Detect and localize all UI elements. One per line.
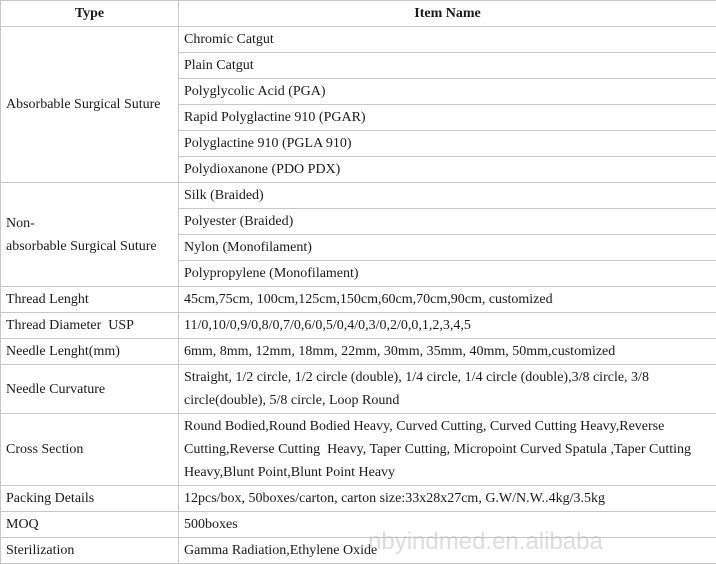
header-item-name: Item Name xyxy=(179,1,716,27)
needle-length-label: Needle Lenght(mm) xyxy=(1,339,179,365)
packing-label: Packing Details xyxy=(1,486,179,512)
watermark: nbyindmed.en.alibaba xyxy=(368,528,603,555)
table-row xyxy=(1,414,716,486)
packing-value: 12pcs/box, 50boxes/carton, carton size:33x28x27cm, G.W/N.W..4kg/3.5kg xyxy=(179,486,716,512)
absorbable-item: Polyglycolic Acid (PGA) xyxy=(179,79,716,105)
needle-curvature-label: Needle Curvature xyxy=(1,365,179,414)
table-row xyxy=(1,287,716,313)
table-row xyxy=(1,365,716,414)
cross-section-label: Cross Section xyxy=(1,414,179,486)
absorbable-item: Rapid Polyglactine 910 (PGAR) xyxy=(179,105,716,131)
sterilization-label: Sterilization xyxy=(1,538,179,564)
absorbable-item: Plain Catgut xyxy=(179,53,716,79)
non-absorbable-item: Polyester (Braided) xyxy=(179,209,716,235)
table-row xyxy=(1,538,716,564)
needle-curvature-value: Straight, 1/2 circle, 1/2 circle (double), 1/4 circle, 1/4 circle (double),3/8 circle, 3/8 circle(double), 5/8 circle, Loop Round xyxy=(179,365,716,414)
cross-section-value: Round Bodied,Round Bodied Heavy, Curved Cutting, Curved Cutting Heavy,Reverse Cutting,Reverse Cutting Heavy, Taper Cutting, Micropoint Curved Spatula ,Taper Cutting Heavy,Blunt Point,Blunt Point Heavy xyxy=(179,414,716,486)
table-row xyxy=(1,183,716,209)
sterilization-value: Gamma Radiation,Ethylene Oxide xyxy=(179,538,716,564)
table-header-row xyxy=(1,1,716,27)
moq-label: MOQ xyxy=(1,512,179,538)
thread-length-value: 45cm,75cm, 100cm,125cm,150cm,60cm,70cm,90cm, customized xyxy=(179,287,716,313)
absorbable-item: Polyglactine 910 (PGLA 910) xyxy=(179,131,716,157)
thread-length-label: Thread Lenght xyxy=(1,287,179,313)
needle-length-value: 6mm, 8mm, 12mm, 18mm, 22mm, 30mm, 35mm, 40mm, 50mm,customized xyxy=(179,339,716,365)
non-absorbable-label-line1: Non- xyxy=(6,215,35,231)
thread-diameter-label: Thread Diameter USP xyxy=(1,313,179,339)
non-absorbable-item: Silk (Braided) xyxy=(179,183,716,209)
thread-diameter-value: 11/0,10/0,9/0,8/0,7/0,6/0,5/0,4/0,3/0,2/0,0,1,2,3,4,5 xyxy=(179,313,716,339)
header-type: Type xyxy=(1,1,179,27)
non-absorbable-type-cell xyxy=(1,183,179,287)
absorbable-item: Chromic Catgut xyxy=(179,27,716,53)
non-absorbable-label-line2: absorbable Surgical Suture xyxy=(6,238,157,254)
moq-value: 500boxes xyxy=(179,512,716,538)
absorbable-type-cell: Absorbable Surgical Suture xyxy=(1,27,179,183)
table-row xyxy=(1,339,716,365)
table-row xyxy=(1,486,716,512)
non-absorbable-item: Polypropylene (Monofilament) xyxy=(179,261,716,287)
table-row xyxy=(1,512,716,538)
non-absorbable-item: Nylon (Monofilament) xyxy=(179,235,716,261)
absorbable-item: Polydioxanone (PDO PDX) xyxy=(179,157,716,183)
table-row xyxy=(1,27,716,53)
table-row xyxy=(1,313,716,339)
